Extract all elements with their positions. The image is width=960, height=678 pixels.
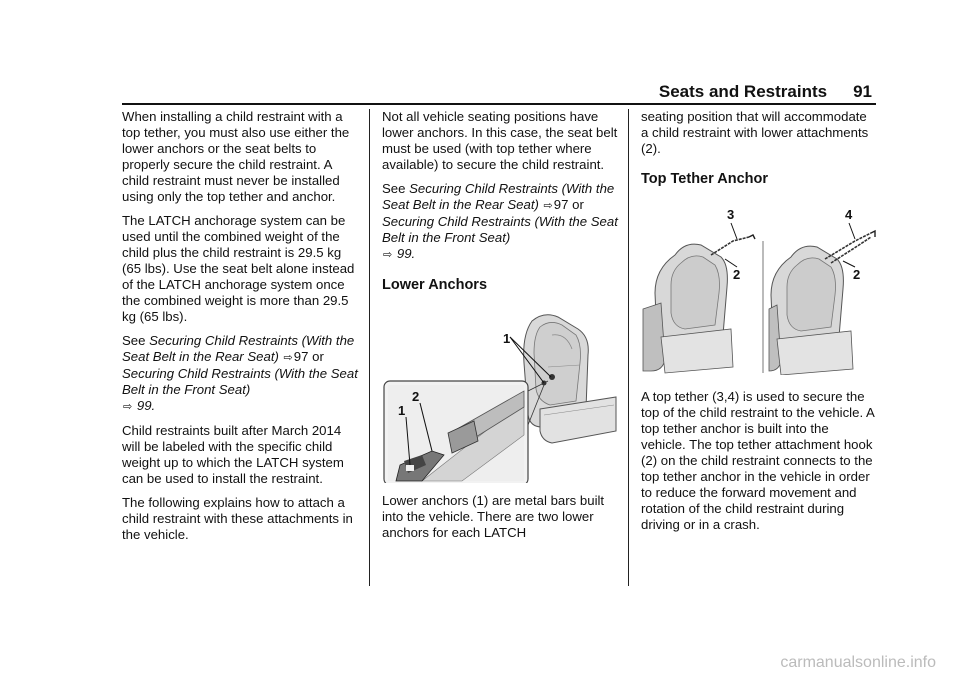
page-header bbox=[0, 82, 872, 102]
column-2 bbox=[382, 109, 618, 549]
arrow-right-icon: ⇨ bbox=[283, 352, 293, 364]
paragraph: The LATCH anchorage system can be used until the combined weight of the child plus the child restraint is 29.5 kg (65 lbs). Use the seat belt alone instead of the LATCH anchorage system once the combined weight is more than 29.5 kg (65 lbs). bbox=[122, 213, 355, 324]
cross-reference-paragraph: See Securing Child Restraints (With the Seat Belt in the Rear Seat) ⇨97 or Securing Child Restraints (With the Seat Belt in the Front Seat) ⇨ 99. bbox=[382, 181, 618, 261]
callout-label: 1 bbox=[503, 331, 511, 346]
paragraph: The following explains how to attach a child restraint with these attachments in the vehicle. bbox=[122, 495, 353, 542]
paragraph: Child restraints built after March 2014 will be labeled with the specific child weight up to which the LATCH system can be used to install the restraint. bbox=[122, 423, 344, 486]
xref-link-rear-seat[interactable]: Securing Child Restraints (With the Seat Belt in the Rear Seat) bbox=[382, 181, 615, 212]
xref-page[interactable]: 99. bbox=[396, 246, 416, 261]
paragraph: A top tether (3,4) is used to secure the top of the child restraint to the vehicle. A top tether anchor is built into the vehicle. The top tether attachment hook (2) on the child restraint connects to the top tether anchor in the vehicle in order to reduce the forward movement and rotation of the child restraint during driving or in a crash. bbox=[641, 389, 875, 532]
callout-label: 3 bbox=[727, 207, 735, 222]
lower-anchors-illustration bbox=[382, 305, 618, 483]
watermark: carmanualsonline.info bbox=[780, 654, 936, 671]
column-divider-2 bbox=[628, 109, 629, 586]
callout-label: 2 bbox=[412, 389, 420, 404]
column-1 bbox=[122, 109, 358, 551]
column-divider-1 bbox=[369, 109, 370, 586]
arrow-right-icon: ⇨ bbox=[543, 200, 553, 212]
xref-link-rear-seat[interactable]: Securing Child Restraints (With the Seat Belt in the Rear Seat) bbox=[122, 333, 355, 364]
xref-page[interactable]: 99. bbox=[136, 398, 156, 413]
section-heading-top-tether-anchor: Top Tether Anchor bbox=[641, 171, 769, 187]
cross-reference-paragraph: See Securing Child Restraints (With the Seat Belt in the Rear Seat) ⇨97 or Securing Child Restraints (With the Seat Belt in the Front Seat) ⇨ 99. bbox=[122, 333, 358, 413]
callout-label: 2 bbox=[853, 267, 861, 282]
callout-label: 4 bbox=[845, 207, 853, 222]
xref-page[interactable]: 97 bbox=[553, 197, 569, 212]
column-3 bbox=[641, 109, 877, 541]
arrow-right-icon: ⇨ bbox=[123, 401, 133, 413]
xref-page[interactable]: 97 bbox=[293, 349, 309, 364]
section-title: Seats and Restraints bbox=[658, 82, 828, 101]
page-number: 91 bbox=[853, 82, 872, 101]
callout-label: 1 bbox=[398, 403, 406, 418]
top-tether-illustration bbox=[641, 197, 877, 375]
xref-link-front-seat[interactable]: Securing Child Restraints (With the Seat Belt in the Front Seat) bbox=[122, 366, 358, 397]
arrow-right-icon: ⇨ bbox=[383, 249, 393, 261]
paragraph: seating position that will accommodate a child restraint with lower attachments (2). bbox=[641, 109, 869, 156]
section-heading-lower-anchors: Lower Anchors bbox=[382, 277, 488, 293]
paragraph: Not all vehicle seating positions have lower anchors. In this case, the seat belt must be used (with top tether where available) to secure the child restraint. bbox=[382, 109, 618, 172]
callout-label: 2 bbox=[733, 267, 741, 282]
paragraph: Lower anchors (1) are metal bars built into the vehicle. There are two lower anchors for each LATCH bbox=[382, 493, 605, 540]
header-rule bbox=[122, 103, 876, 105]
xref-link-front-seat[interactable]: Securing Child Restraints (With the Seat Belt in the Front Seat) bbox=[382, 214, 618, 245]
paragraph: When installing a child restraint with a top tether, you must also use either the lower anchors or the seat belts to properly secure the child restraint. A child restraint must never be installed using only the top tether and anchor. bbox=[122, 109, 350, 204]
